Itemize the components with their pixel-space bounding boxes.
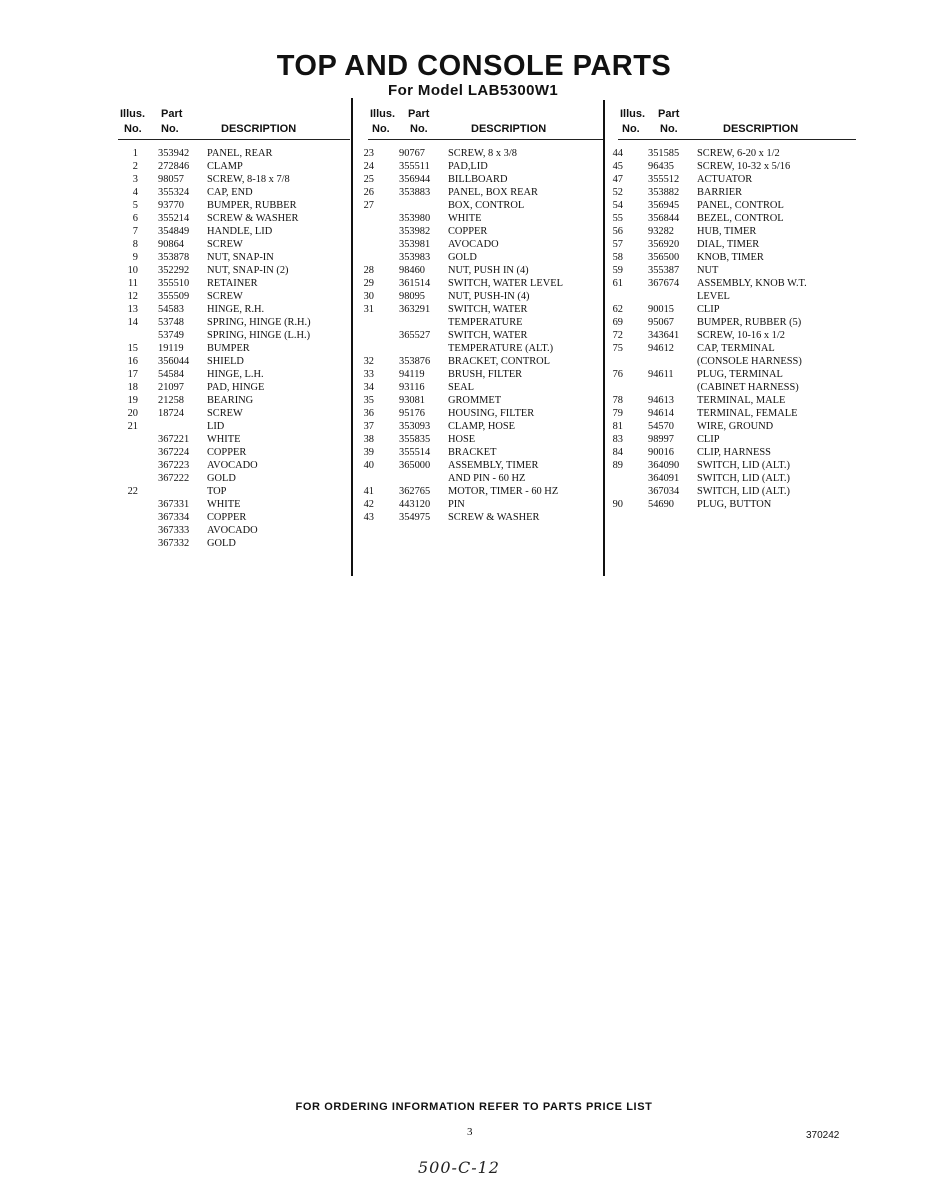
part-no: 98997 xyxy=(648,434,674,445)
part-no: 94614 xyxy=(648,408,674,419)
part-no: 54690 xyxy=(648,499,674,510)
part-no: 356944 xyxy=(399,174,431,185)
header-rule xyxy=(368,139,604,140)
part-no: 90015 xyxy=(648,304,674,315)
description: SPRING, HINGE (L.H.) xyxy=(207,330,311,341)
part-no: 353982 xyxy=(399,226,431,237)
column-divider xyxy=(603,100,605,576)
description: SWITCH, LID (ALT.) xyxy=(697,473,790,484)
part-no: 354975 xyxy=(399,512,431,523)
description: AVOCADO xyxy=(448,239,499,250)
part-no: 367331 xyxy=(158,499,190,510)
description: WHITE xyxy=(207,499,241,510)
part-no: 356920 xyxy=(648,239,680,250)
description: CLAMP, HOSE xyxy=(448,421,515,432)
part-no: 93770 xyxy=(158,200,184,211)
part-no: 367334 xyxy=(158,512,190,523)
part-no: 355511 xyxy=(399,161,430,172)
part-no: 367674 xyxy=(648,278,680,289)
description-header: DESCRIPTION xyxy=(471,123,547,135)
description: BOX, CONTROL xyxy=(448,200,525,211)
description: BRACKET xyxy=(448,447,497,458)
description: BEARING xyxy=(207,395,254,406)
part-no: 353980 xyxy=(399,213,431,224)
part-no: 367222 xyxy=(158,473,190,484)
part-no: 364091 xyxy=(648,473,680,484)
part-no: 96435 xyxy=(648,161,674,172)
description: PANEL, BOX REAR xyxy=(448,187,538,198)
column-header xyxy=(368,104,604,140)
description: NUT xyxy=(697,265,719,276)
description: SCREW, 10-16 x 1/2 xyxy=(697,330,785,341)
part-no: 21097 xyxy=(158,382,184,393)
header-rule xyxy=(118,139,350,140)
part-no: 94119 xyxy=(399,369,425,380)
part-no: 364090 xyxy=(648,460,680,471)
part-no: 90016 xyxy=(648,447,674,458)
description: CLAMP xyxy=(207,161,243,172)
description: BRUSH, FILTER xyxy=(448,369,523,380)
description: GROMMET xyxy=(448,395,502,406)
description: CLIP xyxy=(697,434,720,445)
part-no: 18724 xyxy=(158,408,184,419)
part-no: 98057 xyxy=(158,174,184,185)
illus-header: Illus. xyxy=(620,108,646,120)
part-no: 355387 xyxy=(648,265,680,276)
description: CAP, TERMINAL xyxy=(697,343,775,354)
part-no: 356844 xyxy=(648,213,680,224)
part-no: 343641 xyxy=(648,330,680,341)
column-divider xyxy=(351,98,353,576)
page-number: 3 xyxy=(467,1126,473,1138)
description: ACTUATOR xyxy=(697,174,753,185)
description: SPRING, HINGE (R.H.) xyxy=(207,317,311,328)
description: HOUSING, FILTER xyxy=(448,408,535,419)
description: SCREW xyxy=(207,408,243,419)
description: SCREW, 10-32 x 5/16 xyxy=(697,161,791,172)
description: BRACKET, CONTROL xyxy=(448,356,550,367)
part-no: 353942 xyxy=(158,148,190,159)
part-no: 365527 xyxy=(399,330,431,341)
description: NUT, SNAP-IN (2) xyxy=(207,265,289,276)
column-header xyxy=(118,104,350,140)
description: MOTOR, TIMER - 60 HZ xyxy=(448,486,559,497)
description: PAD, HINGE xyxy=(207,382,265,393)
part-no: 21258 xyxy=(158,395,184,406)
description: PIN xyxy=(448,499,465,510)
description: CLIP, HARNESS xyxy=(697,447,771,458)
description: BUMPER xyxy=(207,343,250,354)
description: CAP, END xyxy=(207,187,253,198)
description: BEZEL, CONTROL xyxy=(697,213,784,224)
description: SEAL xyxy=(448,382,474,393)
part-no: 355835 xyxy=(399,434,431,445)
description: AVOCADO xyxy=(207,525,258,536)
description: BUMPER, RUBBER xyxy=(207,200,297,211)
part-no: 365000 xyxy=(399,460,431,471)
description: HANDLE, LID xyxy=(207,226,273,237)
description: SCREW & WASHER xyxy=(207,213,299,224)
part-no: 354849 xyxy=(158,226,190,237)
description: SCREW xyxy=(207,291,243,302)
description: (CONSOLE HARNESS) xyxy=(697,356,802,367)
description: (CABINET HARNESS) xyxy=(697,382,799,393)
part-no: 367333 xyxy=(158,525,190,536)
description: TOP xyxy=(207,486,227,497)
description: PANEL, CONTROL xyxy=(697,200,784,211)
description: ASSEMBLY, KNOB W.T. xyxy=(697,278,807,289)
part-no: 54584 xyxy=(158,369,184,380)
description: KNOB, TIMER xyxy=(697,252,764,263)
description: WHITE xyxy=(207,434,241,445)
part-no: 93116 xyxy=(399,382,425,393)
description: TERMINAL, FEMALE xyxy=(697,408,798,419)
description: WHITE xyxy=(448,213,482,224)
illus-header: Illus. xyxy=(370,108,396,120)
description: GOLD xyxy=(448,252,477,263)
part-no: 93081 xyxy=(399,395,425,406)
description: DIAL, TIMER xyxy=(697,239,760,250)
part-no: 54583 xyxy=(158,304,184,315)
part-no: 98095 xyxy=(399,291,425,302)
part-no: 362765 xyxy=(399,486,431,497)
part-header: Part xyxy=(408,108,430,120)
description: LEVEL xyxy=(697,291,730,302)
illus-no-header: No. xyxy=(372,123,390,135)
part-no: 98460 xyxy=(399,265,425,276)
part-no: 53748 xyxy=(158,317,184,328)
description: LID xyxy=(207,421,225,432)
description: BARRIER xyxy=(697,187,743,198)
description: SWITCH, LID (ALT.) xyxy=(697,460,790,471)
description: SCREW, 6-20 x 1/2 xyxy=(697,148,780,159)
description: HINGE, R.H. xyxy=(207,304,265,315)
part-no: 367034 xyxy=(648,486,680,497)
part-no: 355324 xyxy=(158,187,190,198)
header-rule xyxy=(618,139,856,140)
description: NUT, PUSH-IN (4) xyxy=(448,291,530,302)
description: SWITCH, WATER xyxy=(448,330,528,341)
description: BUMPER, RUBBER (5) xyxy=(697,317,802,328)
description: RETAINER xyxy=(207,278,258,289)
document-number: 370242 xyxy=(806,1130,840,1141)
part-no: 367221 xyxy=(158,434,190,445)
part-no: 361514 xyxy=(399,278,431,289)
part-no: 353878 xyxy=(158,252,190,263)
part-no: 367224 xyxy=(158,447,190,458)
part-no: 353883 xyxy=(399,187,431,198)
description: BILLBOARD xyxy=(448,174,508,185)
part-no-header: No. xyxy=(660,123,678,135)
description: GOLD xyxy=(207,473,236,484)
parts-column-3: Illus. Part No. No. DESCRIPTION 44 351585 SCREW, 6-20 x 1/2 45 96435 SCREW, 10-32 x 5/16 47 355512 ACTUATOR 52 353882 BARRIER 54 356945 PANEL, CONTROL 55 356844 BEZEL, CONTROL 56 93282 HUB, TIMER 57 356920 DIAL, TIMER 58 356500 KNOB, TIMER 59 355387 NUT 61 367674 ASSEMBLY, KNOB W.T. LEVEL 62 90015 CLIP 69 95067 BUMPER, RUBBER (5) 72 343641 SCREW, 10-16 x 1/2 75 94612 CAP, TERMINAL (CONSOLE HARNESS) 76 94611 PLUG, TERMINAL (CABINET HARNESS) 78 94613 TERMINAL, MALE 79 94614 TERMINAL, FEMALE 81 54570 WIRE, GROUND 83 98997 CLIP 84 90016 CLIP, HARNESS 89 364090 SWITCH, LID (ALT.) 364091 SWITCH, LID (ALT.) 367034 SWITCH, LID (ALT.) 90 54690 PLUG, BUTTON xyxy=(618,104,856,140)
description: COPPER xyxy=(207,447,247,458)
part-no: 353981 xyxy=(399,239,431,250)
part-no: 355509 xyxy=(158,291,190,302)
description: TEMPERATURE (ALT.) xyxy=(448,343,554,354)
description: NUT, SNAP-IN xyxy=(207,252,274,263)
part-no: 355512 xyxy=(648,174,680,185)
description: COPPER xyxy=(207,512,247,523)
part-no: 356945 xyxy=(648,200,680,211)
part-no: 95067 xyxy=(648,317,674,328)
part-no: 356500 xyxy=(648,252,680,263)
description: SWITCH, WATER LEVEL xyxy=(448,278,563,289)
part-header: Part xyxy=(658,108,680,120)
description-header: DESCRIPTION xyxy=(723,123,799,135)
description: GOLD xyxy=(207,538,236,549)
description: COPPER xyxy=(448,226,488,237)
part-no-header: No. xyxy=(161,123,179,135)
part-no: 353093 xyxy=(399,421,431,432)
description: NUT, PUSH IN (4) xyxy=(448,265,529,276)
part-no-header: No. xyxy=(410,123,428,135)
model-subtitle: For Model LAB5300W1 xyxy=(388,82,559,99)
description: SWITCH, LID (ALT.) xyxy=(697,486,790,497)
description: PAD,LID xyxy=(448,161,488,172)
description: AND PIN - 60 HZ xyxy=(448,473,526,484)
part-no: 363291 xyxy=(399,304,431,315)
part-no: 19119 xyxy=(158,343,184,354)
part-no: 53749 xyxy=(158,330,184,341)
part-no: 94612 xyxy=(648,343,674,354)
description: CLIP xyxy=(697,304,720,315)
description: HOSE xyxy=(448,434,476,445)
description: SWITCH, WATER xyxy=(448,304,528,315)
description: SCREW xyxy=(207,239,243,250)
illus-no-header: No. xyxy=(622,123,640,135)
part-no: 353876 xyxy=(399,356,431,367)
part-header: Part xyxy=(161,108,183,120)
part-no: 367223 xyxy=(158,460,190,471)
part-no: 353983 xyxy=(399,252,431,263)
part-no: 94613 xyxy=(648,395,674,406)
description: SCREW, 8-18 x 7/8 xyxy=(207,174,290,185)
description: PANEL, REAR xyxy=(207,148,273,159)
description: TEMPERATURE xyxy=(448,317,523,328)
part-no: 54570 xyxy=(648,421,674,432)
description-header: DESCRIPTION xyxy=(221,123,297,135)
column-header xyxy=(618,104,856,140)
part-no: 352292 xyxy=(158,265,190,276)
parts-column-2: Illus. Part No. No. DESCRIPTION 23 90767 SCREW, 8 x 3/8 24 355511 PAD,LID 25 356944 BILLBOARD 26 353883 PANEL, BOX REAR 27 BOX, CONTROL 353980 WHITE 353982 COPPER 353981 AVOCADO 353983 GOLD 28 98460 NUT, PUSH IN (4) 29 361514 SWITCH, WATER LEVEL 30 98095 NUT, PUSH-IN (4) 31 363291 SWITCH, WATER TEMPERATURE 365527 SWITCH, WATER TEMPERATURE (ALT.) 32 353876 BRACKET, CONTROL 33 94119 BRUSH, FILTER 34 93116 SEAL 35 93081 GROMMET 36 95176 HOUSING, FILTER 37 353093 CLAMP, HOSE 38 355835 HOSE 39 355514 BRACKET 40 365000 ASSEMBLY, TIMER AND PIN - 60 HZ 41 362765 MOTOR, TIMER - 60 HZ 42 443120 PIN 43 354975 SCREW & WASHER xyxy=(368,104,604,140)
description: SCREW, 8 x 3/8 xyxy=(448,148,517,159)
part-no: 90864 xyxy=(158,239,184,250)
part-no: 94611 xyxy=(648,369,674,380)
part-no: 95176 xyxy=(399,408,425,419)
description: WIRE, GROUND xyxy=(697,421,774,432)
part-no: 353882 xyxy=(648,187,680,198)
part-no: 355214 xyxy=(158,213,190,224)
part-no: 351585 xyxy=(648,148,680,159)
description: SCREW & WASHER xyxy=(448,512,540,523)
part-no: 367332 xyxy=(158,538,190,549)
ordering-info-footer: FOR ORDERING INFORMATION REFER TO PARTS PRICE LIST xyxy=(295,1101,653,1113)
illus-header: Illus. xyxy=(120,108,146,120)
description: TERMINAL, MALE xyxy=(697,395,786,406)
description: ASSEMBLY, TIMER xyxy=(448,460,539,471)
part-no: 356044 xyxy=(158,356,190,367)
part-no: 90767 xyxy=(399,148,425,159)
illus-no-header: No. xyxy=(124,123,142,135)
part-no: 272846 xyxy=(158,161,190,172)
description: PLUG, BUTTON xyxy=(697,499,772,510)
description: HINGE, L.H. xyxy=(207,369,264,380)
part-no: 355510 xyxy=(158,278,190,289)
description: SHIELD xyxy=(207,356,244,367)
description: AVOCADO xyxy=(207,460,258,471)
part-no: 93282 xyxy=(648,226,674,237)
description: HUB, TIMER xyxy=(697,226,757,237)
part-no: 443120 xyxy=(399,499,431,510)
handwritten-note: 500-C-12 xyxy=(418,1158,500,1177)
part-no: 355514 xyxy=(399,447,431,458)
parts-column-1: Illus. Part No. No. DESCRIPTION 1 353942 PANEL, REAR 2 272846 CLAMP 3 98057 SCREW, 8-18 x 7/8 4 355324 CAP, END 5 93770 BUMPER, RUBBER 6 355214 SCREW & WASHER 7 354849 HANDLE, LID 8 90864 SCREW 9 353878 NUT, SNAP-IN 10 352292 NUT, SNAP-IN (2) 11 355510 RETAINER 12 355509 SCREW 13 54583 HINGE, R.H. 14 53748 SPRING, HINGE (R.H.) 53749 SPRING, HINGE (L.H.) 15 19119 BUMPER 16 356044 SHIELD 17 54584 HINGE, L.H. 18 21097 PAD, HINGE 19 21258 BEARING 20 18724 SCREW 21 LID 367221 WHITE 367224 COPPER 367223 AVOCADO 367222 GOLD 22 TOP 367331 WHITE 367334 COPPER 367333 AVOCADO 367332 GOLD xyxy=(118,104,350,140)
page-title: TOP AND CONSOLE PARTS xyxy=(276,50,672,82)
description: PLUG, TERMINAL xyxy=(697,369,783,380)
